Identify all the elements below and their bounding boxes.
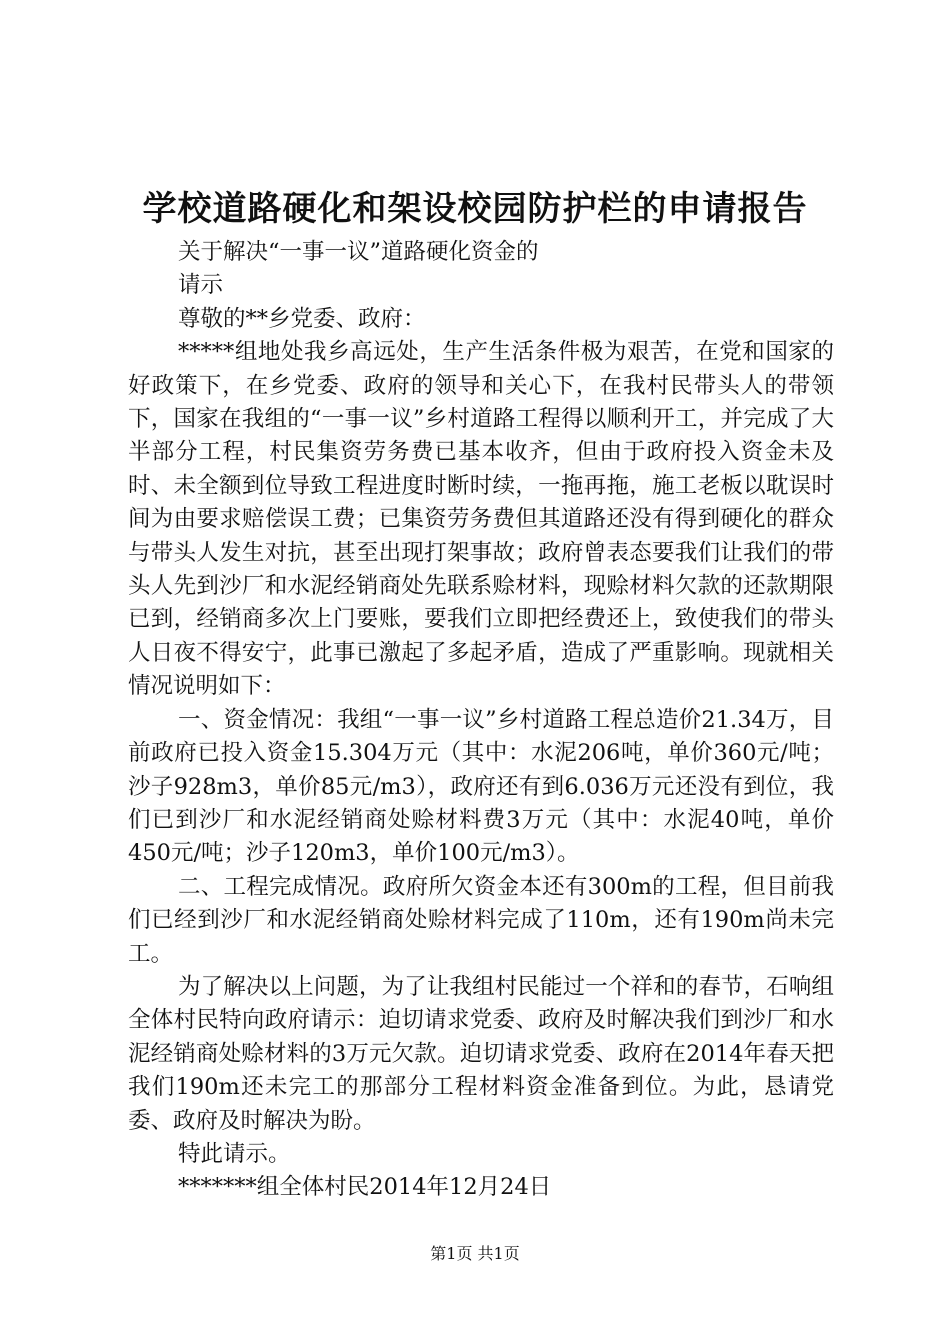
salutation: 尊敬的**乡党委、政府： (178, 305, 426, 332)
document-title: 学校道路硬化和架设校园防护栏的申请报告 (142, 189, 808, 229)
paragraph-closing: 特此请示。 (178, 1140, 291, 1167)
page-number-footer: 第1页 共1页 (430, 1244, 520, 1263)
paragraph-signature: *******组全体村民2014年12月24日 (178, 1174, 552, 1201)
paragraph-funding: 一、资金情况：我组“一事一议”乡村道路工程总造价21.34万，目前政府已投入资金15.304万元（其中：水泥206吨，单价360元/吨；沙子928m3，单价85元/m3），政府还有到6.036万元还没有到位，我们已到沙厂和水泥经销商处赊材料费3万元（其中：水泥40吨，单价450元/吨；沙子120m3，单价100元/m3）。 (128, 706, 834, 867)
subtitle-line-1: 关于解决“一事一议”道路硬化资金的 (178, 239, 539, 265)
paragraph-intro: *****组地处我乡高远处，生产生活条件极为艰苦，在党和国家的好政策下，在乡党委、政府的领导和关心下，在我村民带头人的带领下，国家在我组的“一事一议”乡村道路工程得以顺利开工，并完成了大半部分工程，村民集资劳务费已基本收齐，但由于政府投入资金未及时、未全额到位导致工程进度时断时续，一拖再拖，施工老板以耽误时间为由要求赔偿误工费；已集资劳务费但其道路还没有得到硬化的群众与带头人发生对抗，甚至出现打架事故；政府曾表态要我们让我们的带头人先到沙厂和水泥经销商处先联系赊材料，现赊材料欠款的还款期限已到，经销商多次上门要账，要我们立即把经费还上，致使我们的带头人日夜不得安宁，此事已激起了多起矛盾，造成了严重影响。现就相关情况说明如下： (128, 339, 834, 700)
document-body (128, 236, 834, 1205)
paragraph-request: 为了解决以上问题，为了让我组村民能过一个祥和的春节，石响组全体村民特向政府请示：迫切请求党委、政府及时解决我们到沙厂和水泥经销商处赊材料的3万元欠款。迫切请求党委、政府在2014年春天把我们190m还未完工的那部分工程材料资金准备到位。为此，恳请党委、政府及时解决为盼。 (128, 973, 834, 1134)
subtitle-line-2: 请示 (178, 272, 224, 299)
paragraph-progress: 二、工程完成情况。政府所欠资金本还有300m的工程，但目前我们已经到沙厂和水泥经销商处赊材料完成了110m，还有190m尚未完工。 (128, 873, 834, 967)
